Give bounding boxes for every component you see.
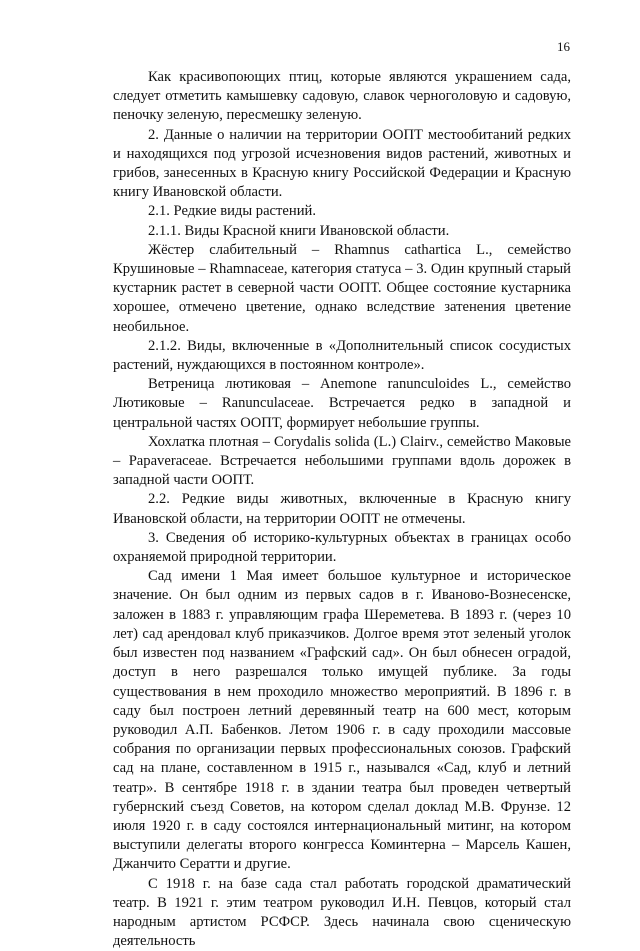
paragraph-rhamnus: Жёстер слабительный – Rhamnus cathartica L., семейство Крушиновые – Rhamnaceae, категория статуса – 3. Один крупный старый кустарник растет в северной части ООПТ. Общее состояние кустарника хорошее, отмечено цветение, однако вследствие затенения цветение необильное. <box>113 241 571 335</box>
paragraph-section-3: 3. Сведения об историко-культурных объектах в границах особо охраняемой природной территории. <box>113 529 571 566</box>
paragraph-corydalis: Хохлатка плотная – Corydalis solida (L.) Clairv., семейство Маковые – Papaveraceae. Встречается небольшими группами вдоль дорожек в западной части ООПТ. <box>113 433 571 489</box>
paragraph-anemone: Ветреница лютиковая – Anemone ranunculoides L., семейство Лютиковые – Ranunculaceae. Встречается редко в западной и центральной частях ООПТ, формирует небольшие группы. <box>113 376 571 431</box>
paragraph-section-2-1-1: 2.1.1. Виды Красной книги Ивановской области. <box>148 222 450 239</box>
paragraph-theatre: С 1918 г. на базе сада стал работать городской драматический театр. В 1921 г. этим театром руководил И.Н. Певцов, который стал народным артистом РСФСР. Здесь начинала свою сценическую деятельность <box>113 875 571 950</box>
page-body <box>113 68 571 951</box>
paragraph-section-2-1-2: 2.1.2. Виды, включенные в «Дополнительный список сосудистых растений, нуждающихся в постоянном контроле». <box>113 337 571 374</box>
paragraph-section-2-1: 2.1. Редкие виды растений. <box>148 203 316 220</box>
paragraph-section-2-2: 2.2. Редкие виды животных, включенные в Красную книгу Ивановской области, на территории ООПТ не отмечены. <box>113 491 571 527</box>
page-number: 16 <box>557 39 570 54</box>
paragraph-section-2: 2. Данные о наличии на территории ООПТ местообитаний редких и находящихся под угрозой исчезновения видов растений, животных и грибов, занесенных в Красную книгу Российской Федерации и Красную книгу Ивановской области. <box>113 126 571 201</box>
paragraph-garden-history: Сад имени 1 Мая имеет большое культурное и историческое значение. Он был одним из первых садов в г. Иваново-Вознесенске, заложен в 1883 г. управляющим графа Шереметева. В 1893 г. (через 10 лет) сад арендовал клуб приказчиков. Долгое время этот зеленый уголок был известен под названием «Графский сад». Он был обнесен оградой, доступ в него разрешался только имущей публике. За годы существования в нем проходило множество мероприятий. В 1896 г. в саду был построен летний деревянный театр на 600 мест, которым руководил А.П. Бабенков. Летом 1906 г. в саду проходили массовые собрания по организации первых профессиональных союзов. Графский сад на плане, составленном в 1915 г., назывался «Сад, клуб и летний театр». В сентябре 1918 г. в здании театра был проведен четвертый губернский съезд Советов, на котором сделал доклад М.В. Фрунзе. 12 июля 1920 г. в саду состоялся интернациональный митинг, на котором выступили делегаты второго конгресса Коминтерна – Марсель Кашен, Джанчито Сератти и другие. <box>113 568 571 873</box>
paragraph-songbirds: Как красивопоющих птиц, которые являются украшением сада, следует отметить камышевку садовую, славок черноголовую и садовую, пеночку зеленую, пересмешку зеленую. <box>113 69 571 124</box>
